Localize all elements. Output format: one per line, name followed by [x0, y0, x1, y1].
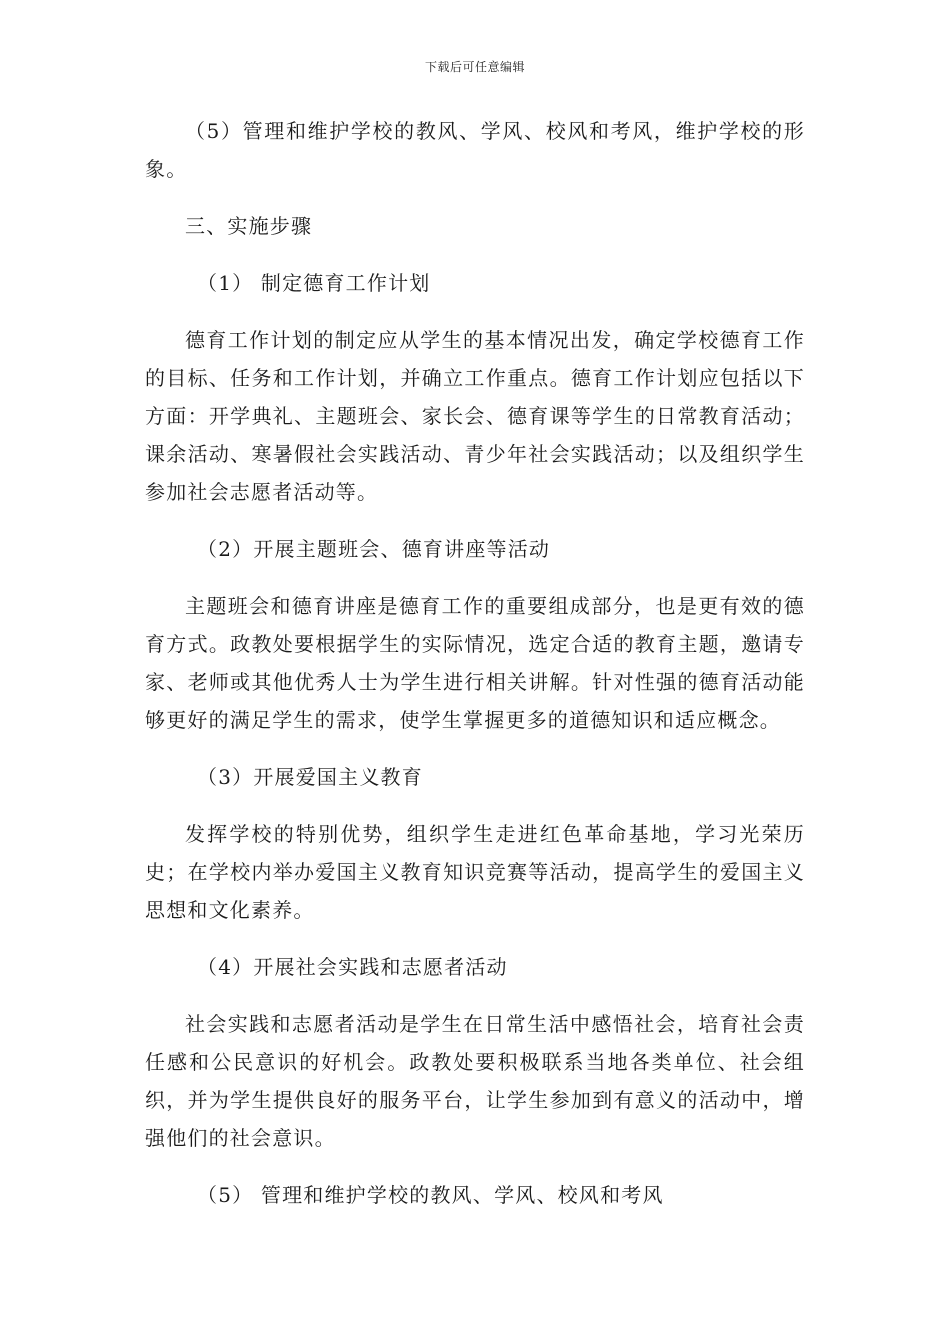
step2-heading: （2）开展主题班会、德育讲座等活动 — [197, 537, 551, 561]
step4-paragraph: 社会实践和志愿者活动是学生在日常生活中感悟社会，培育社会责任感和公民意识的好机会。政教处要积极联系当地各类单位、社会组织，并为学生提供良好的服务平台，让学生参加到有意义的活动中，增强他们的社会意识。 — [145, 1012, 805, 1150]
page-header-note: 下载后可任意编辑 — [424, 60, 525, 74]
step3-heading: （3）开展爱国主义教育 — [197, 765, 423, 789]
step2-paragraph: 主题班会和德育讲座是德育工作的重要组成部分，也是更有效的德育方式。政教处要根据学生的实际情况，选定合适的教育主题，邀请专家、老师或其他优秀人士为学生进行相关讲解。针对性强的德育活动能够更好的满足学生的需求，使学生掌握更多的道德知识和适应概念。 — [145, 594, 805, 732]
step3-paragraph: 发挥学校的特别优势，组织学生走进红色革命基地，学习光荣历史；在学校内举办爱国主义教育知识竞赛等活动，提高学生的爱国主义思想和文化素养。 — [145, 822, 805, 922]
section-heading-implementation-steps: 三、实施步骤 — [185, 214, 313, 238]
step4-heading: （4）开展社会实践和志愿者活动 — [197, 955, 508, 979]
step5-heading: （5） 管理和维护学校的教风、学风、校风和考风 — [197, 1183, 664, 1207]
document-body — [145, 112, 805, 1233]
item5-continuation: （5）管理和维护学校的教风、学风、校风和考风，维护学校的形象。 — [145, 119, 805, 181]
step1-heading: （1） 制定德育工作计划 — [197, 271, 431, 295]
step1-paragraph: 德育工作计划的制定应从学生的基本情况出发，确定学校德育工作的目标、任务和工作计划，并确立工作重点。德育工作计划应包括以下方面：开学典礼、主题班会、家长会、德育课等学生的日常教育活动；课余活动、寒暑假社会实践活动、青少年社会实践活动；以及组织学生参加社会志愿者活动等。 — [145, 328, 805, 504]
